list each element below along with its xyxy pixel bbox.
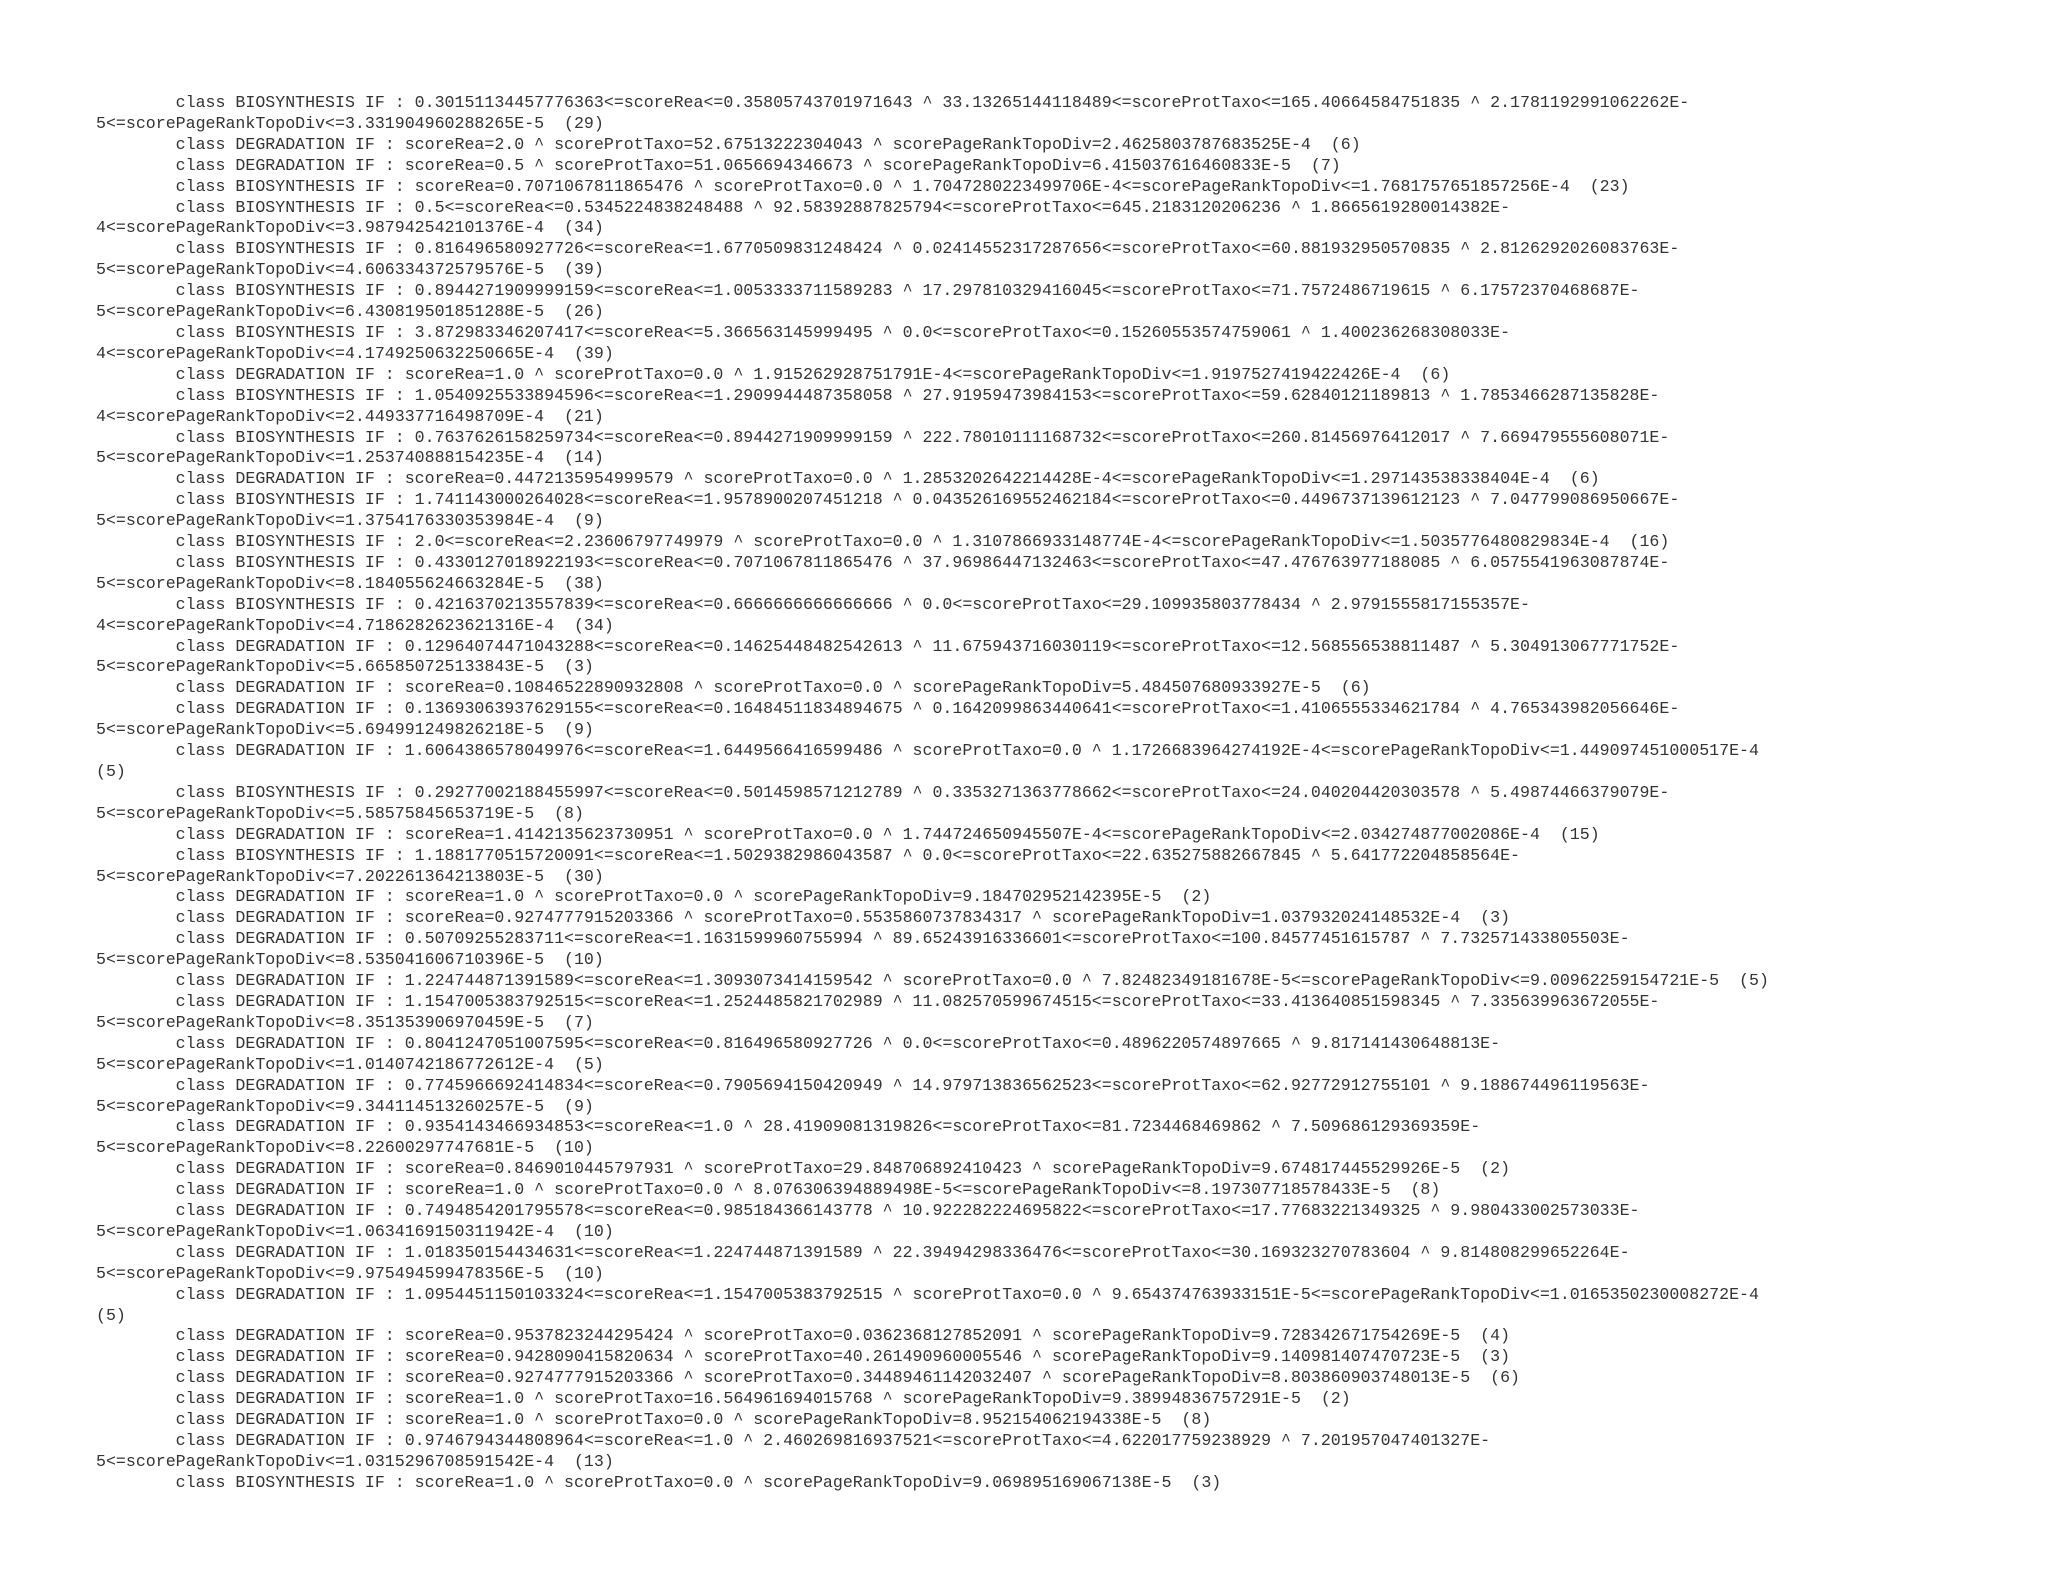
rule-line: class BIOSYNTHESIS IF : 2.0<=scoreRea<=2.23606797749979 ^ scoreProtTaxo=0.0 ^ 1.3107866933148774E-4<=scorePageRankTopoDiv<=1.5035776480829834E-4 (16) [96,532,1670,552]
rule-line: class DEGRADATION IF : 0.50709255283711<=scoreRea<=1.1631599960755994 ^ 89.65243916336601<=scoreProtTaxo<=100.84577451615787 ^ 7.732571433805503E- [96,929,1630,949]
rule-line: 5<=scorePageRankTopoDiv<=6.430819501851288E-5 (26) [96,302,604,322]
rule-line: 5<=scorePageRankTopoDiv<=7.202261364213803E-5 (30) [96,866,604,886]
rule-line: 5<=scorePageRankTopoDiv<=9.344114513260257E-5 (9) [96,1096,594,1116]
rule-line: class BIOSYNTHESIS IF : 0.30151134457776363<=scoreRea<=0.35805743701971643 ^ 33.13265144118489<=scoreProtTaxo<=165.40664584751835 ^ 2.1781192991062262E- [96,93,1690,112]
rule-line: class DEGRADATION IF : 1.224744871391589<=scoreRea<=1.3093073414159542 ^ scoreProtTaxo=0.0 ^ 7.82482349181678E-5<=scorePageRankTopoDiv<=9.00962259154721E-5 (5) [96,971,1769,991]
rule-line: class DEGRADATION IF : 0.9746794344808964<=scoreRea<=1.0 ^ 2.460269816937521<=scoreProtTaxo<=4.622017759238929 ^ 7.201957047401327E- [96,1431,1491,1450]
rule-line: class BIOSYNTHESIS IF : 1.1881770515720091<=scoreRea<=1.5029382986043587 ^ 0.0<=scoreProtTaxo<=22.635275882667845 ^ 5.641772204858564E- [96,845,1520,865]
rule-line: 5<=scorePageRankTopoDiv<=4.606334372579576E-5 (39) [96,260,604,280]
rule-line: class BIOSYNTHESIS IF : 0.4330127018922193<=scoreRea<=0.7071067811865476 ^ 37.96986447132463<=scoreProtTaxo<=47.476763977188085 ^ 6.0575541963087874E- [96,552,1670,572]
rule-line: class DEGRADATION IF : scoreRea=0.5 ^ scoreProtTaxo=51.0656694346673 ^ scorePageRankTopoDiv=6.415037616460833E-5 (7) [96,155,1341,175]
rule-line: 5<=scorePageRankTopoDiv<=8.184055624663284E-5 (38) [96,573,604,593]
rule-line: 5<=scorePageRankTopoDiv<=1.0315296708591542E-4 (13) [96,1451,614,1471]
rule-line: 5<=scorePageRankTopoDiv<=5.665850725133843E-5 (3) [96,657,594,677]
rule-line: class DEGRADATION IF : 0.7494854201795578<=scoreRea<=0.985184366143778 ^ 10.922282224695822<=scoreProtTaxo<=17.77683221349325 ^ 9.980433002573033E- [96,1201,1640,1221]
rule-line: 5<=scorePageRankTopoDiv<=1.3754176330353984E-4 (9) [96,511,604,531]
rule-line: class BIOSYNTHESIS IF : scoreRea=0.7071067811865476 ^ scoreProtTaxo=0.0 ^ 1.7047280223499706E-4<=scorePageRankTopoDiv<=1.7681757651857256E-4 (23) [96,176,1630,196]
rule-line: 5<=scorePageRankTopoDiv<=8.22600297747681E-5 (10) [96,1138,594,1158]
rule-line: (5) [96,762,126,781]
rule-line: (5) [96,1305,126,1325]
rule-line: class BIOSYNTHESIS IF : 0.8944271909999159<=scoreRea<=1.0053333711589283 ^ 17.297810329416045<=scoreProtTaxo<=71.7572486719615 ^ 6.17572370468687E- [96,281,1640,301]
rule-line: class BIOSYNTHESIS IF : 0.7637626158259734<=scoreRea<=0.8944271909999159 ^ 222.78010111168732<=scoreProtTaxo<=260.81456976412017 ^ 7.669479555608071E- [96,427,1670,447]
rule-line: class DEGRADATION IF : scoreRea=0.9428090415820634 ^ scoreProtTaxo=40.261490960005546 ^ scorePageRankTopoDiv=9.140981407470723E-5 (3) [96,1347,1511,1367]
rule-line: class DEGRADATION IF : 0.13693063937629155<=scoreRea<=0.16484511834894675 ^ 0.1642099863440641<=scoreProtTaxo<=1.4106555334621784 ^ 4.765343982056646E- [96,699,1680,719]
rule-line: class BIOSYNTHESIS IF : 1.741143000264028<=scoreRea<=1.9578900207451218 ^ 0.043526169552462184<=scoreProtTaxo<=0.4496737139612123 ^ 7.047799086950667E- [96,490,1680,510]
rule-line: 5<=scorePageRankTopoDiv<=1.253740888154235E-4 (14) [96,448,604,468]
rule-line: class DEGRADATION IF : scoreRea=0.9274777915203366 ^ scoreProtTaxo=0.5535860737834317 ^ scorePageRankTopoDiv=1.037932024148532E-4 (3) [96,908,1511,928]
rule-line: 4<=scorePageRankTopoDiv<=4.1749250632250665E-4 (39) [96,343,614,363]
rule-line: class DEGRADATION IF : 1.1547005383792515<=scoreRea<=1.2524485821702989 ^ 11.082570599674515<=scoreProtTaxo<=33.413640851598345 ^ 7.335639963672055E- [96,991,1660,1011]
rule-line: 5<=scorePageRankTopoDiv<=1.0634169150311942E-4 (10) [96,1221,614,1241]
rule-line: class DEGRADATION IF : scoreRea=1.0 ^ scoreProtTaxo=0.0 ^ scorePageRankTopoDiv=9.184702952142395E-5 (2) [96,887,1212,907]
rule-line: class DEGRADATION IF : 0.7745966692414834<=scoreRea<=0.7905694150420949 ^ 14.979713836562523<=scoreProtTaxo<=62.92772912755101 ^ 9.188674496119563E- [96,1075,1650,1095]
rule-line: class DEGRADATION IF : 1.6064386578049976<=scoreRea<=1.6449566416599486 ^ scoreProtTaxo=0.0 ^ 1.1726683964274192E-4<=scorePageRankTopoDiv<=1.449097451000517E-4 [96,741,1759,761]
rule-line: class DEGRADATION IF : scoreRea=2.0 ^ scoreProtTaxo=52.67513222304043 ^ scorePageRankTopoDiv=2.4625803787683525E-4 (6) [96,134,1361,154]
rule-line: class DEGRADATION IF : 0.9354143466934853<=scoreRea<=1.0 ^ 28.41909081319826<=scoreProtTaxo<=81.7234468469862 ^ 7.509686129369359E- [96,1117,1481,1137]
rule-line: class DEGRADATION IF : 1.018350154434631<=scoreRea<=1.224744871391589 ^ 22.39494298336476<=scoreProtTaxo<=30.169323270783604 ^ 9.814808299652264E- [96,1242,1630,1262]
rule-line: class DEGRADATION IF : 1.0954451150103324<=scoreRea<=1.1547005383792515 ^ scoreProtTaxo=0.0 ^ 9.654374763933151E-5<=scorePageRankTopoDiv<=1.0165350230008272E-4 [96,1284,1759,1304]
rule-line: 5<=scorePageRankTopoDiv<=8.351353906970459E-5 (7) [96,1012,594,1032]
rule-line: class DEGRADATION IF : scoreRea=0.4472135954999579 ^ scoreProtTaxo=0.0 ^ 1.2853202642214428E-4<=scorePageRankTopoDiv<=1.297143538338404E-4 (6) [96,469,1600,489]
rule-line: class DEGRADATION IF : scoreRea=1.4142135623730951 ^ scoreProtTaxo=0.0 ^ 1.744724650945507E-4<=scorePageRankTopoDiv<=2.034274877002086E-4 (15) [96,824,1600,844]
rule-line: class DEGRADATION IF : scoreRea=1.0 ^ scoreProtTaxo=0.0 ^ scorePageRankTopoDiv=8.952154062194338E-5 (8) [96,1410,1212,1430]
rule-line: 5<=scorePageRankTopoDiv<=5.694991249826218E-5 (9) [96,720,594,740]
rule-line: class DEGRADATION IF : 0.8041247051007595<=scoreRea<=0.816496580927726 ^ 0.0<=scoreProtTaxo<=0.4896220574897665 ^ 9.817141430648813E- [96,1033,1501,1053]
rule-line: class BIOSYNTHESIS IF : 0.5<=scoreRea<=0.5345224838248488 ^ 92.58392887825794<=scoreProtTaxo<=645.2183120206236 ^ 1.8665619280014382E- [96,197,1511,217]
rule-line: 4<=scorePageRankTopoDiv<=3.987942542101376E-4 (34) [96,218,604,238]
rule-line: class BIOSYNTHESIS IF : 0.29277002188455997<=scoreRea<=0.5014598571212789 ^ 0.3353271363778662<=scoreProtTaxo<=24.040204420303578 ^ 5.49874466379079E- [96,782,1670,802]
rule-line: class BIOSYNTHESIS IF : 0.816496580927726<=scoreRea<=1.6770509831248424 ^ 0.02414552317287656<=scoreProtTaxo<=60.881932950570835 ^ 2.8126292026083763E- [96,239,1680,259]
rule-line: class DEGRADATION IF : scoreRea=1.0 ^ scoreProtTaxo=0.0 ^ 1.915262928751791E-4<=scorePageRankTopoDiv<=1.9197527419422426E-4 (6) [96,364,1451,384]
rule-line: class DEGRADATION IF : scoreRea=0.8469010445797931 ^ scoreProtTaxo=29.848706892410423 ^ scorePageRankTopoDiv=9.674817445529926E-5 (2) [96,1159,1511,1179]
rule-line: class BIOSYNTHESIS IF : 1.0540925533894596<=scoreRea<=1.2909944487358058 ^ 27.91959473984153<=scoreProtTaxo<=59.62840121189813 ^ 1.7853466287135828E- [96,385,1660,405]
rule-line: 4<=scorePageRankTopoDiv<=2.449337716498709E-4 (21) [96,406,604,426]
rule-line: class DEGRADATION IF : scoreRea=0.9274777915203366 ^ scoreProtTaxo=0.34489461142032407 ^ scorePageRankTopoDiv=8.803860903748013E-5 (6) [96,1368,1520,1388]
rule-line: class DEGRADATION IF : 0.12964074471043288<=scoreRea<=0.14625448482542613 ^ 11.675943716030119<=scoreProtTaxo<=12.568556538811487 ^ 5.304913067771752E- [96,636,1680,656]
rule-line: class DEGRADATION IF : scoreRea=1.0 ^ scoreProtTaxo=16.564961694015768 ^ scorePageRankTopoDiv=9.38994836757291E-5 (2) [96,1389,1351,1409]
rule-line: 5<=scorePageRankTopoDiv<=5.58575845653719E-5 (8) [96,803,584,823]
rule-listing [96,93,1976,1494]
rule-line: 5<=scorePageRankTopoDiv<=9.975494599478356E-5 (10) [96,1263,604,1283]
rule-line: 5<=scorePageRankTopoDiv<=3.331904960288265E-5 (29) [96,113,604,133]
rule-line: 5<=scorePageRankTopoDiv<=1.0140742186772612E-4 (5) [96,1054,604,1074]
rule-line: 5<=scorePageRankTopoDiv<=8.535041606710396E-5 (10) [96,950,604,970]
rule-line: class DEGRADATION IF : scoreRea=0.9537823244295424 ^ scoreProtTaxo=0.0362368127852091 ^ scorePageRankTopoDiv=9.728342671754269E-5 (4) [96,1326,1511,1346]
rule-line: class DEGRADATION IF : scoreRea=0.10846522890932808 ^ scoreProtTaxo=0.0 ^ scorePageRankTopoDiv=5.484507680933927E-5 (6) [96,678,1371,698]
rule-line: class BIOSYNTHESIS IF : 3.872983346207417<=scoreRea<=5.366563145999495 ^ 0.0<=scoreProtTaxo<=0.15260553574759061 ^ 1.400236268308033E- [96,322,1511,342]
rule-line: class BIOSYNTHESIS IF : 0.4216370213557839<=scoreRea<=0.6666666666666666 ^ 0.0<=scoreProtTaxo<=29.109935803778434 ^ 2.9791555817155357E- [96,594,1530,614]
rule-line: class BIOSYNTHESIS IF : scoreRea=1.0 ^ scoreProtTaxo=0.0 ^ scorePageRankTopoDiv=9.069895169067138E-5 (3) [96,1472,1222,1492]
rule-line: 4<=scorePageRankTopoDiv<=4.7186282623621316E-4 (34) [96,615,614,635]
rule-line: class DEGRADATION IF : scoreRea=1.0 ^ scoreProtTaxo=0.0 ^ 8.076306394889498E-5<=scorePageRankTopoDiv<=8.197307718578433E-5 (8) [96,1180,1441,1200]
